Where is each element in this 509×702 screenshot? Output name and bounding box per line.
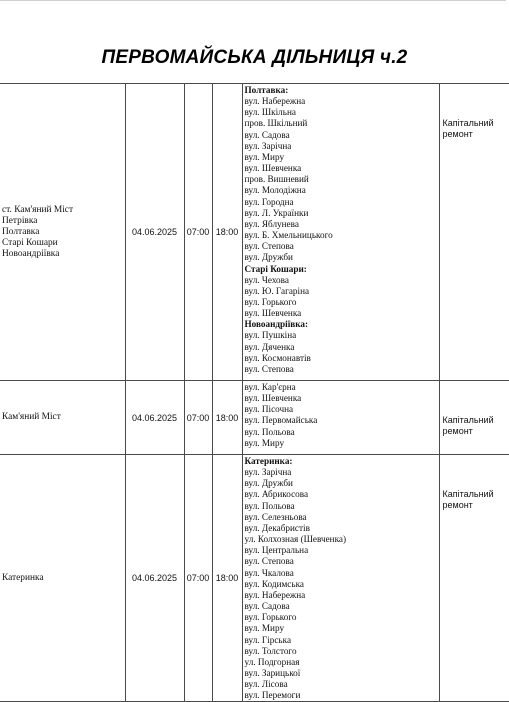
street-name: вул. Ю. Гагаріна — [245, 286, 439, 297]
start-time-cell: 07:00 — [184, 84, 212, 381]
date-cell: 04.06.2025 — [125, 455, 184, 702]
settlement-heading: Катеринка: — [245, 456, 439, 467]
end-time-cell: 18:00 — [212, 381, 242, 455]
location-name: Старі Кошари — [2, 238, 125, 249]
streets-cell — [242, 455, 439, 702]
street-name: вул. Шевченка — [245, 308, 439, 319]
settlement-heading: Полтавка: — [245, 85, 439, 96]
street-name: вул. Кодимська — [245, 579, 439, 590]
start-time-cell: 07:00 — [184, 455, 212, 702]
streets-cell — [242, 84, 439, 381]
street-name: вул. Центральна — [245, 545, 439, 556]
street-name: вул. Абрикосова — [245, 489, 439, 500]
street-name: вул. Дяченка — [245, 342, 439, 353]
street-name: вул. Декабристів — [245, 523, 439, 534]
reason-cell — [439, 84, 509, 381]
street-name: вул. Первомайська — [245, 415, 439, 426]
street-name: ул. Подгорная — [245, 657, 439, 668]
street-name: вул. Миру — [245, 438, 439, 449]
street-name: вул. Дружби — [245, 252, 439, 263]
street-name: вул. Городна — [245, 197, 439, 208]
street-name: пров. Вишневий — [245, 174, 439, 185]
location-name: Новоандріївка — [2, 249, 125, 260]
street-name: вул. Зарицької — [245, 668, 439, 679]
street-name: вул. Набережна — [245, 96, 439, 107]
street-name: вул. Космонавтів — [245, 353, 439, 364]
locations-cell — [0, 84, 125, 381]
street-name: вул. Чехова — [245, 275, 439, 286]
street-name: вул. Селезньова — [245, 512, 439, 523]
street-name: ул. Колхозная (Шевченка) — [245, 534, 439, 545]
reason-text: Капітальний — [443, 489, 509, 500]
street-name: вул. Перемоги — [245, 690, 439, 701]
table-row — [0, 455, 509, 702]
location-name: Катеринка — [2, 573, 125, 584]
street-name: вул. Польова — [245, 501, 439, 512]
street-name: вул. Степова — [245, 556, 439, 567]
table-row — [0, 381, 509, 455]
street-name: вул. Степова — [245, 364, 439, 375]
locations-cell — [0, 455, 125, 702]
reason-text: ремонт — [443, 426, 509, 437]
location-name: Полтавка — [2, 227, 125, 238]
location-name: Кам'яний Міст — [2, 412, 125, 423]
street-name: вул. Зарічна — [245, 467, 439, 478]
reason-text: Капітальний — [443, 415, 509, 426]
street-name: вул. Миру — [245, 623, 439, 634]
street-name: вул. Шевченка — [245, 163, 439, 174]
street-name: вул. Молодіжна — [245, 185, 439, 196]
settlement-heading: Старі Кошари: — [245, 264, 439, 275]
street-name: вул. Степова — [245, 241, 439, 252]
date-cell: 04.06.2025 — [125, 381, 184, 455]
location-name: Петрівка — [2, 216, 125, 227]
reason-cell — [439, 381, 509, 455]
reason-text: ремонт — [443, 129, 509, 140]
street-name: вул. Шевченка — [245, 393, 439, 404]
street-name: вул. Б. Хмельницького — [245, 230, 439, 241]
street-name: вул. Чкалова — [245, 568, 439, 579]
street-name: вул. Кар'єрна — [245, 382, 439, 393]
street-name: вул. Набережна — [245, 590, 439, 601]
street-name: вул. Яблунева — [245, 219, 439, 230]
reason-cell — [439, 455, 509, 702]
top-divider — [0, 0, 506, 1]
street-name: вул. Пісочна — [245, 404, 439, 415]
outage-table — [0, 83, 509, 702]
street-name: вул. Шкільна — [245, 107, 439, 118]
street-name: вул. Гірська — [245, 635, 439, 646]
street-name: вул. Горького — [245, 612, 439, 623]
start-time-cell: 07:00 — [184, 381, 212, 455]
end-time-cell: 18:00 — [212, 455, 242, 702]
end-time-cell: 18:00 — [212, 84, 242, 381]
settlement-heading: Новоандріївка: — [245, 319, 439, 330]
street-name: вул. Лісова — [245, 679, 439, 690]
street-name: вул. Миру — [245, 152, 439, 163]
reason-text: ремонт — [443, 500, 509, 511]
street-name: вул. Л. Українки — [245, 208, 439, 219]
date-cell: 04.06.2025 — [125, 84, 184, 381]
street-name: пров. Шкільний — [245, 118, 439, 129]
street-name: вул. Зарічна — [245, 141, 439, 152]
table-row — [0, 84, 509, 381]
locations-cell — [0, 381, 125, 455]
street-name: вул. Толстого — [245, 646, 439, 657]
outage-table-body — [0, 84, 509, 702]
street-name: вул. Дружби — [245, 478, 439, 489]
location-name: ст. Кам'яний Міст — [2, 205, 125, 216]
page-title: ПЕРВОМАЙСЬКА ДІЛЬНИЦЯ ч.2 — [0, 47, 509, 69]
street-name: вул. Пушкіна — [245, 330, 439, 341]
street-name: вул. Садова — [245, 601, 439, 612]
streets-cell — [242, 381, 439, 455]
street-name: вул. Горького — [245, 297, 439, 308]
reason-text: Капітальний — [443, 118, 509, 129]
street-name: вул. Польова — [245, 427, 439, 438]
street-name: вул. Садова — [245, 130, 439, 141]
